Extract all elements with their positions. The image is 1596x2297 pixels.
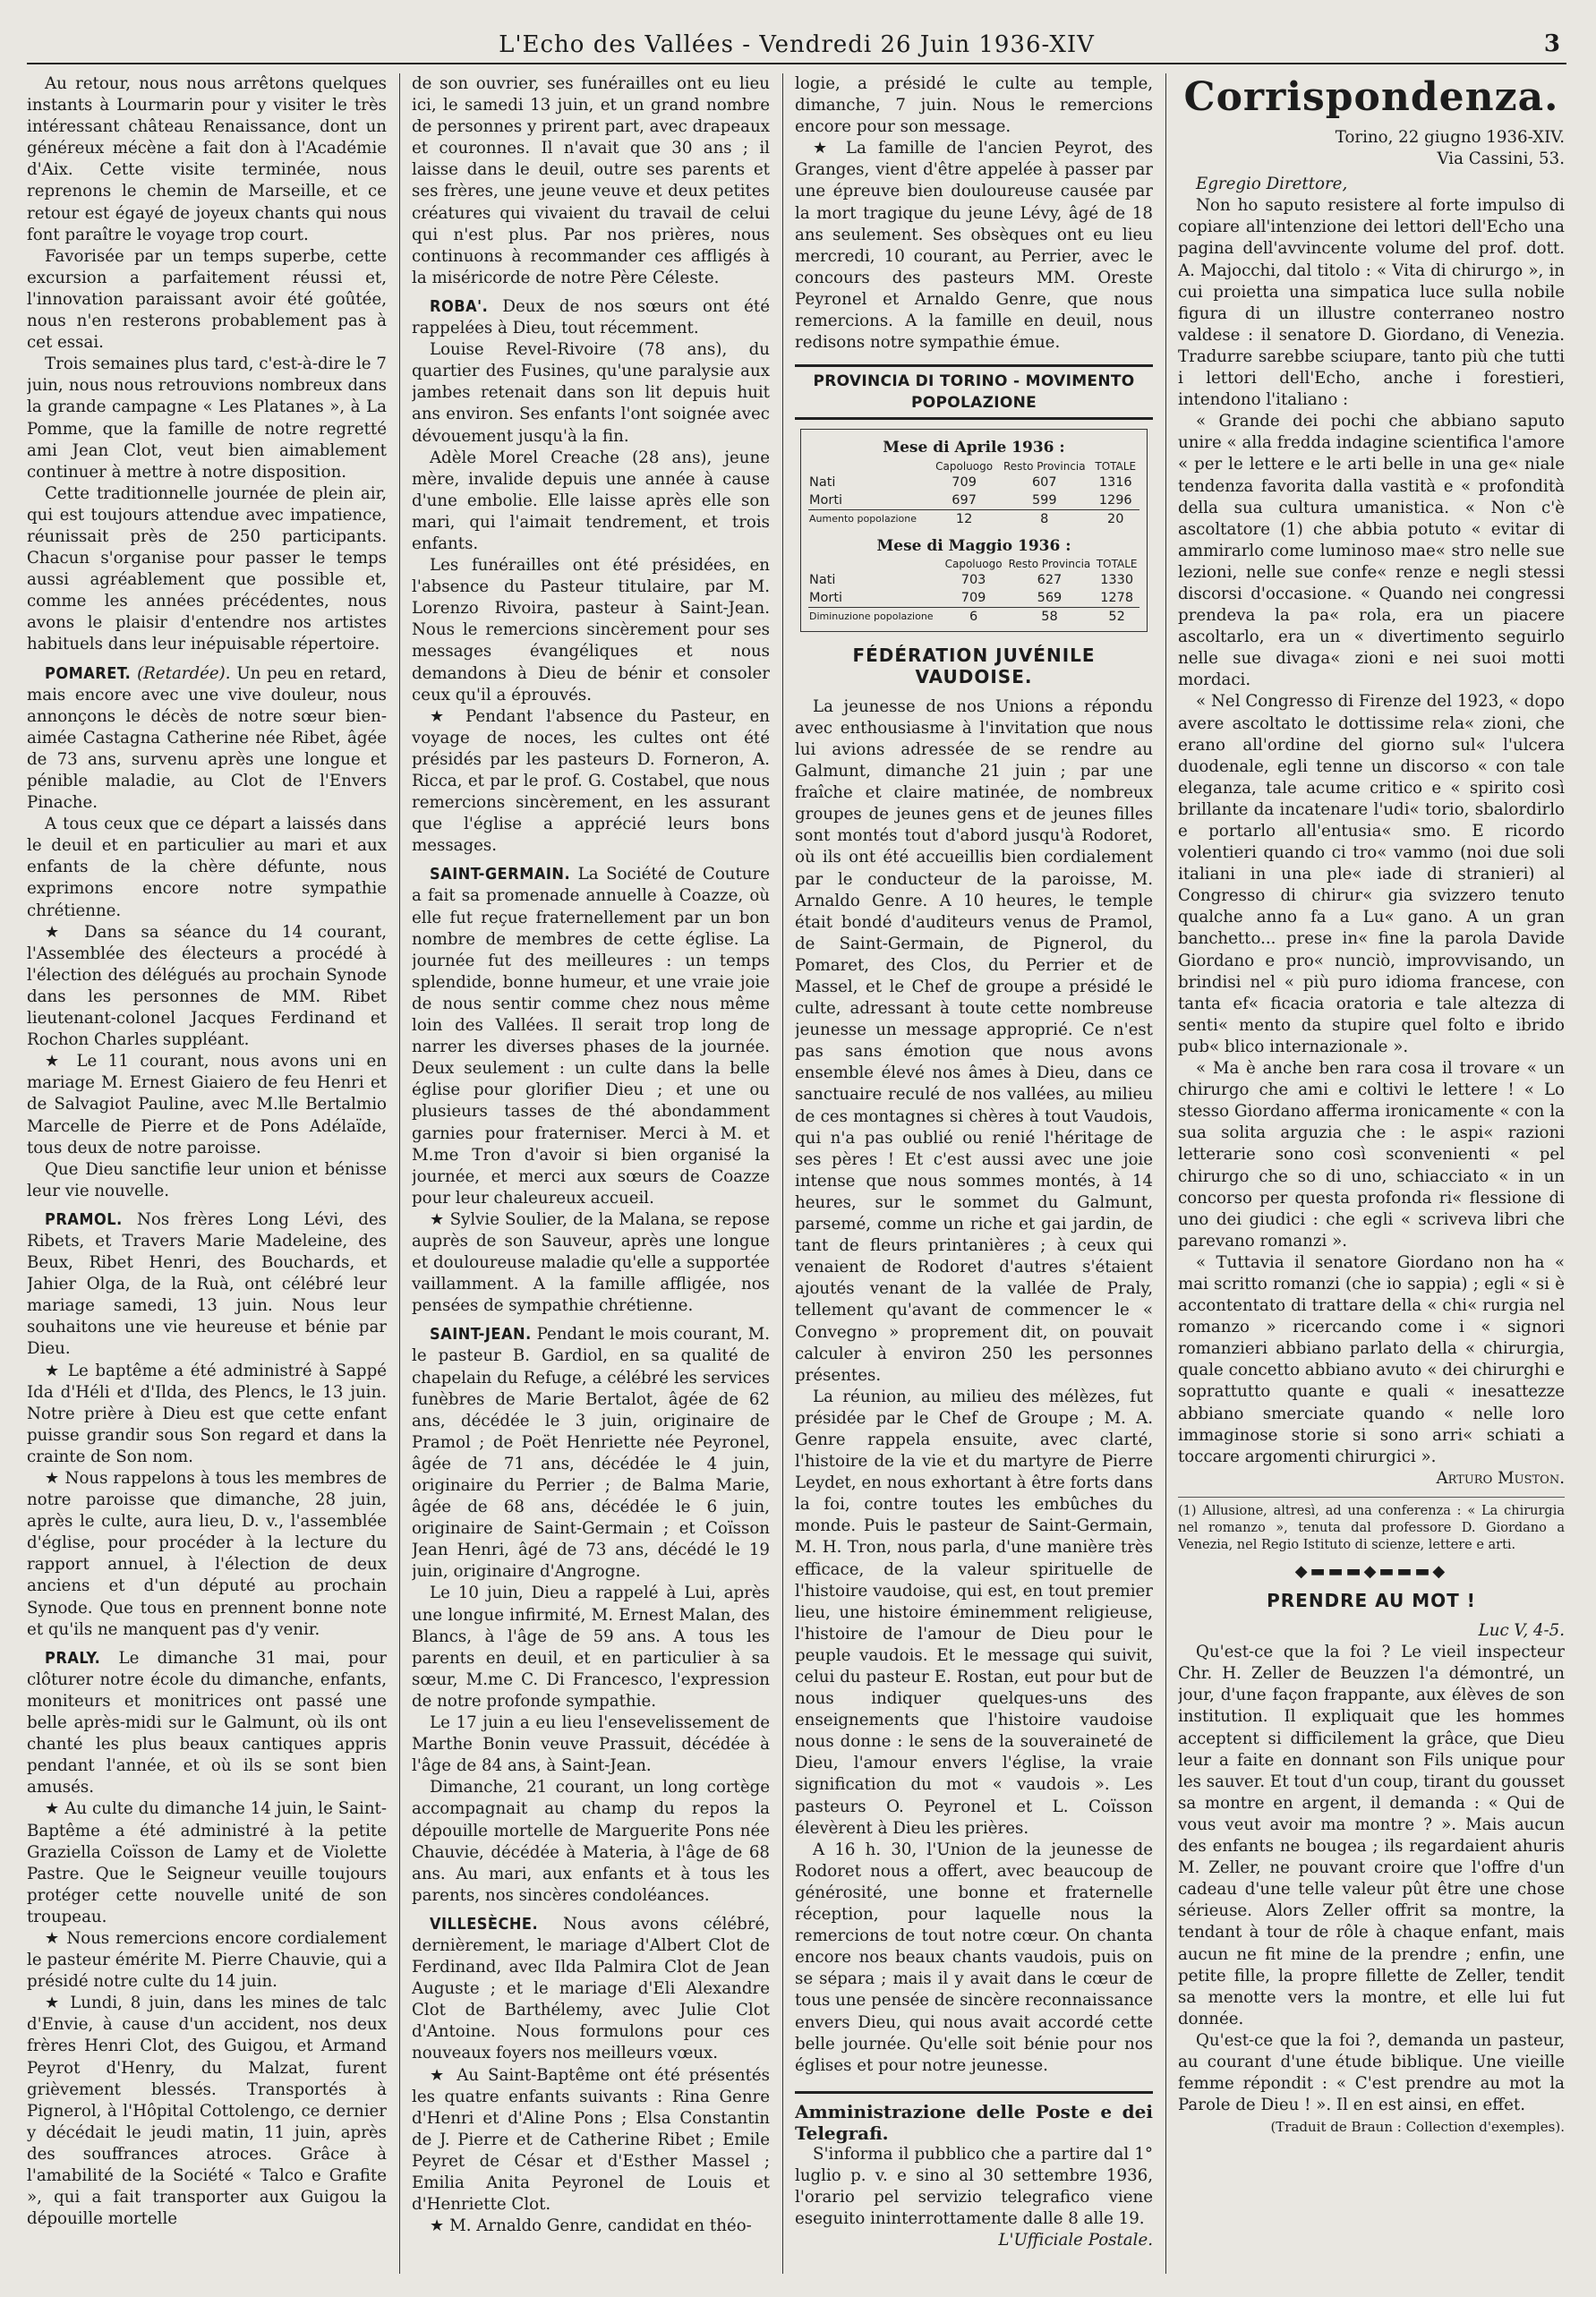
- letter-salutation: Egregio Direttore,: [1196, 175, 1348, 194]
- paragraph: ★ Le 11 courant, nous avons uni en mariage M. Ernest Giaiero de feu Henri et de Salvagiot Pauline, avec M.lle Bertalmio Marcelle de Pierre et de Pons Adélaïde, tous deux de notre paroisse.: [27, 1052, 387, 1157]
- paragraph: ★ Au culte du dimanche 14 juin, le Saint-Baptême a été administré à la petite Graziella Coïsson de Lamy et de Violette Pastre. Que le Seigneur veuille toujours protéger cette nouvelle unité de son troupeau.: [27, 1799, 387, 1926]
- stats-table-april: Capoluogo Resto Provincia TOTALE Nati 709 607 1316 Morti 697 599 1296 Aumento popolazione 12 8 20: [808, 459, 1139, 528]
- parish-paragraph: ROBA'. Deux de nos sœurs ont été rappelées à Dieu, tout récemment.: [412, 296, 770, 338]
- parish-paragraph: PRAMOL. Nos frères Long Lévi, des Ribets, et Travers Marie Madeleine, des Beux, Ribet Henri, des Bouchards, et Jahier Olga, de la Ruà, ont célébré leur mariage samedi, 13 juin. Nous leur souhaitons une vie heureuse et bénie par Dieu.: [27, 1209, 387, 1359]
- section-heading-praly: PRALY.: [45, 1648, 101, 1668]
- paragraph: ★ Nous remercions encore cordialement le pasteur émérite M. Pierre Chauvie, qui a présidé notre culte du 14 juin.: [27, 1928, 387, 1992]
- paragraph: de son ouvrier, ses funérailles ont eu lieu ici, le samedi 13 juin, et un grand nombre de personnes y prirent part, avec drapeaux et couronnes. Il n'avait que 30 ans ; il laisse dans le deuil, outre ses parents et ses frères, une jeune veuve et deux petites créatures qui vivaient du travail de celui qui n'est plus. Par nos prières, nous continuons à recommander ces affligés à la miséricorde de notre Père Céleste.: [412, 74, 770, 287]
- paragraph: ★ Dans sa séance du 14 courant, l'Assemblée des électeurs a procédé à l'élection des délégués au prochain Synode dans les personnes de MM. Ribet lieutenant-colonel Jacques Ferdinand et Rochon Charles suppléant.: [27, 922, 387, 1050]
- table-row: Morti 697 599 1296: [809, 492, 1132, 508]
- letter-signature: Arturo Muston.: [1436, 1468, 1565, 1488]
- paragraph: La réunion, au milieu des mélèzes, fut présidée par le Chef de Groupe ; M. A. Genre rappela ensuite, avec clarté, l'histoire de la vie et du martyre de Pierre Leydet, en nous exhortant à être forts dans la foi, contre toutes les embûches du monde. Puis le pasteur de Saint-Germain, M. H. Tron, nous parla, d'une manière très efficace, de la valeur spirituelle de l'histoire vaudoise, qui est, en tout premier lieu, une histoire éminemment religieuse, l'histoire de l'amour de Dieu pour le peuple vaudois. Et le message qui suivit, celui du pasteur E. Rostan, eut pour but de nous indiquer quelques-uns des enseignements que l'histoire vaudoise nous donne : le sens de la souveraineté de Dieu, l'amour envers l'église, la vraie signification du mot « vaudois ». Les pasteurs O. Peyronel et L. Coïsson élevèrent à Dieu les prières.: [795, 1387, 1153, 1838]
- page-number: 3: [1543, 30, 1561, 57]
- column-divider: [782, 73, 783, 2274]
- paragraph: ★ La famille de l'ancien Peyrot, des Granges, vient d'être appelée à passer par une épreuve bien douloureuse causée par la mort tragique du jeune Lévy, âgé de 18 ans seulement. Ses obsèques ont eu lieu mercredi, 10 courant, au Perrier, avec le concours des pasteurs MM. Oreste Peyronel et Arnaldo Genre, que nous remercions. A la famille en deuil, nous redisons notre sympathie émue.: [795, 139, 1153, 353]
- article-title-poste: Amministrazione delle Poste e dei Telegrafi.: [795, 2091, 1153, 2144]
- column-divider: [1165, 73, 1166, 2274]
- paragraph: Au retour, nous nous arrêtons quelques instants à Lourmarin pour y visiter le très intéressant château Renaissance, dont un généreux mécène a fait don à l'Académie d'Aix. Cette visite terminée, nous reprenons le chemin de Marseille, et ce retour est égayé de joyeux chants qui nous font paraître le voyage trop court.: [27, 74, 387, 244]
- paragraph: A tous ceux que ce départ a laissés dans le deuil et en particulier au mari et aux enfants de la chère défunte, nous exprimons encore notre sympathie chrétienne.: [27, 815, 387, 920]
- paragraph: Le 10 juin, Dieu a rappelé à Lui, après une longue infirmité, M. Ernest Malan, des Blancs, à l'âge de 59 ans. A tous les parents en deuil, et en particulier à sa sœur, M.me C. Di Francesco, l'expression de notre profonde sympathie.: [412, 1584, 770, 1711]
- table-row: Nati 709 607 1316: [809, 474, 1132, 490]
- footnote: (1) Allusione, altresì, ad una conferenza : « La chirurgia nel romanzo », tenuta dal professore D. Giordano a Venezia, nel Regio Istituto di scienze, lettere e arti.: [1178, 1497, 1565, 1554]
- paragraph: « Grande dei pochi che abbiano saputo unire « alla fredda indagine scientifica l'amore « per le lettere e le arti belle in una ge« niale tendenza favorita dalla vastità e « profondità della sua cultura umanistica. « Non c'è ascoltatore (1) che abbia potuto « evitar di ammirarlo come luminoso mae« stro nelle sue lezioni, nelle sue confe« renze e negli stessi discorsi d'occasione. « Quando nei congressi prendeva la pa« rola, era un piacere ascoltarlo, era un « divertimento seguirlo nelle sue divaga« zioni e nei suoi motti mordaci.: [1178, 412, 1565, 690]
- paragraph: Dimanche, 21 courant, un long cortège accompagnait au champ du repos la dépouille mortelle de Marguerite Pons née Chauvie, décédée à Materia, à l'âge de 68 ans. Au mari, aux enfants et à tous les parents, nos sincères condoléances.: [412, 1778, 770, 1905]
- table-row: Aumento popolazione 12 8 20: [808, 509, 1139, 528]
- column-2: [412, 73, 770, 2274]
- paragraph: Cette traditionnelle journée de plein air, qui est toujours attendue avec impatience, réunissait près de 250 participants. Chacun s'organise pour passer le temps aussi agréablement que possible et, comme les années précédentes, nous avons le plaisir d'entendre nos artistes habituels dans leur inépuisable répertoire.: [27, 483, 387, 654]
- letter-place: Torino, 22 giugno 1936-XIV.: [1335, 128, 1565, 147]
- paragraph: ★ Sylvie Soulier, de la Malana, se repose auprès de son Sauveur, après une longue et douloureuse maladie qu'elle a supportée vaillamment. A la famille affligée, nos pensées de sympathie chrétienne.: [412, 1209, 770, 1316]
- section-heading-pramol: PRAMOL.: [45, 1209, 123, 1229]
- column-4: [1178, 73, 1565, 2274]
- paragraph: A 16 h. 30, l'Union de la jeunesse de Rodoret nous a offert, avec beaucoup de générosité, une bonne et fraternelle réception, pour laquelle nous la remercions de tout notre cœur. On chanta encore nos beaux chants vaudois, puis on se sépara ; mais il y avait dans le cœur de tous une pensée de sincère reconnaissance envers Dieu, qui nous avait accordé cette belle journée. Qu'elle soit bénie pour nos églises et pour notre jeunesse.: [795, 1840, 1153, 2075]
- parish-paragraph: SAINT-JEAN. Pendant le mois courant, M. le pasteur B. Gardiol, en sa qualité de chapelain du Refuge, a célébré les services funèbres de Marie Bertalot, âgée de 62 ans, décédée le 3 juin, originaire de Pramol ; de Poët Henriette née Peyronel, âgée de 71 ans, décédée le 4 juin, originaire du Perrier ; de Balma Marie, âgée de 68 ans, décédée le 6 juin, originaire de Saint-Germain ; et Coïsson Jean Henri, âgé de 73 ans, décédé le 19 juin, originaire d'Angrogne.: [412, 1325, 770, 1582]
- table-row: Diminuzione popolazione 6 58 52: [808, 607, 1139, 626]
- paragraph: ★ Lundi, 8 juin, dans les mines de talc d'Envie, à cause d'un accident, nos deux frères Henri Clot, des Guigou, et Armand Peyrot d'Henry, du Malzat, furent grièvement blessés. Transportés à Pignerol, à l'Hôpital Cottolengo, ce dernier y décédait le jeudi matin, 11 juin, après des souffrances atroces. Grâce à l'amabilité de la Société « Talco e Grafite », qui a fait transporter aux Guigou la dépouille mortelle: [27, 1994, 387, 2229]
- stats-title: PROVINCIA DI TORINO - MOVIMENTO POPOLAZIONE: [795, 364, 1153, 420]
- paragraph: Les funérailles ont été présidées, en l'absence du Pasteur titulaire, par M. Lorenzo Rivoira, pasteur à Saint-Jean. Nous le remercions sincèrement pour ses messages évangéliques et nous demandons à Dieu de bénir et consoler ceux qu'il a éprouvés.: [412, 556, 770, 704]
- paragraph: Le 17 juin a eu lieu l'ensevelissement de Marthe Bonin veuve Prassuit, décédée à l'âge de 84 ans, à Saint-Jean.: [412, 1713, 770, 1776]
- article-title-corrispondenza: Corrispondenza.: [1183, 74, 1559, 120]
- page-header: [27, 27, 1566, 64]
- paragraph: S'informa il pubblico che a partire dal 1° luglio p. v. e sino al 30 settembre 1936, l'orario pel servizio telegrafico viene eseguito ininterrottamente dalle 8 alle 19.: [795, 2144, 1153, 2229]
- column-1: [27, 73, 387, 2274]
- bible-reference: Luc V, 4-5.: [1478, 1621, 1565, 1641]
- columns: [27, 73, 1566, 2274]
- paragraph: Que Dieu sanctifie leur union et bénisse leur vie nouvelle.: [27, 1159, 387, 1200]
- paragraph: Favorisée par un temps superbe, cette excursion a parfaitement réussi et, l'innovation paraissant avoir été goûtée, nous n'en resterons probablement pas à cet essai.: [27, 246, 387, 353]
- paragraph: Louise Revel-Rivoire (78 ans), du quartier des Fusines, qu'une paralysie aux jambes retenait dans son lit depuis huit ans environ. Ses enfants l'ont soignée avec dévouement jusqu'à la fin.: [412, 340, 770, 446]
- parish-paragraph: SAINT-GERMAIN. La Société de Couture a fait sa promenade annuelle à Coazze, où elle fut reçue fraternellement par un bon nombre de membres de cette église. La journée fut des meilleures : un temps splendide, bonne humeur, et une vraie joie de nous sentir comme chez nous même loin des Vallées. Il serait trop long de narrer les diverses phases de la journée. Deux seulement : un culte dans la belle église pour glorifier Dieu ; et une ou plusieurs tasses de thé abondamment garnies pour fraterniser. Merci à M. et M.me Tron d'avoir si bien organisé la journée, et merci aux sœurs de Coazze pour leur chaleureux accueil.: [412, 865, 770, 1208]
- paragraph: « Tuttavia il senatore Giordano non ha « mai scritto romanzi (che io sappia) ; egli « si è accontentato di trattare della « chi« rurgia nel romanzo » ricercando come i « signori romanzieri abbiano parlato della « chirurgia, quale concetto abbiano avuto « dei chirurghi e soprattutto quante e quali « inesattezze abbiano smerciate quando « nelle loro immaginose storie si sono arri« schiati a toccare argomenti chirurgici ».: [1178, 1252, 1565, 1466]
- column-3: [795, 73, 1153, 2274]
- article-title-federation: FÉDÉRATION JUVÉNILE VAUDOISE.: [852, 644, 1096, 687]
- stats-heading-may: Mese di Maggio 1936 :: [876, 536, 1071, 555]
- section-heading-roba: ROBA'.: [430, 296, 489, 316]
- section-heading-saint-germain: SAINT-GERMAIN.: [430, 865, 571, 884]
- stats-table-may: Capoluogo Resto Provincia TOTALE Nati 703 627 1330 Morti 709 569 1278 Diminuzione popolazione 6 58 52: [808, 557, 1139, 626]
- paragraph: ★ Pendant l'absence du Pasteur, en voyage de noces, les cultes ont été présidés par les pasteurs D. Forneron, A. Ricca, et par le prof. G. Costabel, que nous remercions sincèrement, en les assurant que l'église a apprécié leurs bons messages.: [412, 706, 770, 856]
- section-heading-saint-jean: SAINT-JEAN.: [430, 1325, 532, 1345]
- paragraph: Qu'est-ce que la foi ?, demanda un pasteur, au courant d'une étude biblique. Une vieille femme répondit : « C'est prendre au mot la Parole de Dieu ! ». Il en est ainsi, en effet.: [1178, 2030, 1565, 2115]
- paragraph: ★ Au Saint-Baptême ont été présentés les quatre enfants suivants : Rina Genre d'Henri et d'Aline Pons ; Elsa Constantin de J. Pierre et de Catherine Ribet ; Emile Peyret de César et d'Esther Massel ; Emilia Anita Peyronel de Louis et d'Henriette Clot.: [412, 2065, 770, 2215]
- paragraph: Adèle Morel Creache (28 ans), jeune mère, invalide depuis une année à cause d'une embolie. Elle laisse après elle son mari, qui l'aimait tendrement, et trois enfants.: [412, 448, 770, 553]
- paragraph: Non ho saputo resistere al forte impulso di copiare all'intenzione dei lettori dell'Echo una pagina dell'avvincente volume del prof. dott. A. Majocchi, dal titolo : « Vita di chirurgo », in cui proietta una simpatica luce sulla nobile figura di un illustre conterraneo nostro valdese : il senatore D. Giordano, di Venezia. Tradurre sarebbe sciupare, tanto più che tutti i lettori dell'Echo, anche i forestieri, intendono l'italiano :: [1178, 196, 1565, 410]
- signature: L'Ufficiale Postale.: [998, 2231, 1153, 2250]
- stats-heading-april: Mese di Aprile 1936 :: [883, 439, 1065, 457]
- table-row: Morti 709 569 1278: [809, 590, 1134, 605]
- table-row: Nati 703 627 1330: [809, 572, 1134, 587]
- section-heading-pomaret: POMARET.: [45, 663, 132, 683]
- paragraph: « Nel Congresso di Firenze del 1923, « dopo avere ascoltato le dottissime rela« zioni, che erano all'ordine del giorno sul« l'ulcera duodenale, egli tenne un discorso « con tale eleganza, tale acume critico e « spirito così brillante da incatenare l'udi« torio, sbalordirlo e portarlo all'entusia« smo. E ricordo volentieri quando ci tro« vammo (noi due soli italiani in una ple« iade di stranieri) al Congresso di chirur« gia svizzero tenuto qualche anno fa a Lu« gano. A un gran banchetto... prese in« fine la parola Davide Giordano e pro« nunciò, improvvisando, un brindisi nel « più puro idioma francese, con tanta ef« ficacia oratoria e tale altezza di senti« mento da stupire quel folto e ibrido pub« blico internazionale ».: [1178, 692, 1565, 1056]
- population-stats-table: [800, 429, 1148, 631]
- section-heading-villeseche: VILLESÈCHE.: [430, 1914, 539, 1934]
- paragraph: « Ma è anche ben rara cosa il trovare « un chirurgo che ami e coltivi le lettere ! « Lo stesso Giordano afferma ironicamente « con la sua solita arguzia che : le aspi« razioni letterarie sono così sconvenienti « pel chirurgo che so di uno, schiacciato « in un concorso per questa profonda ri« flessione di uno dei giudici : che egli « scriveva libri che parevano romanzi ».: [1178, 1059, 1565, 1251]
- paragraph: logie, a présidé le culte au temple, dimanche, 7 juin. Nous le remercions encore pour son message.: [795, 74, 1153, 137]
- parish-paragraph: POMARET. (Retardée). Un peu en retard, mais encore avec une vive douleur, nous annonçons le décès de notre sœur bien-aimée Castagna Catherine née Ribet, âgée de 73 ans, survenu après une longue et pénible maladie, au Clot de l'Envers Pinache.: [27, 663, 387, 813]
- article-title-prendre-au-mot: PRENDRE AU MOT !: [1267, 1590, 1476, 1611]
- paragraph: La jeunesse de nos Unions a répondu avec enthousiasme à l'invitation que nous lui avions adressée de se rendre au Galmunt, dimanche 21 juin ; par une fraîche et claire matinée, de nombreux groupes de jeunes gens et de jeunes filles sont montés tout d'abord jusqu'à Rodoret, où ils ont été accueillis bien cordialement par le conducteur de la paroisse, M. Arnaldo Genre. A 10 heures, le temple était bondé d'auditeurs venus de Pramol, de Saint-Germain, de Pignerol, du Pomaret, des Clos, du Perrier et de Massel, et le Chef de groupe a présidé le culte, adressant à toute cette nombreuse jeunesse un message approprié. Ce n'est pas sans émotion que nous avons ensemble élevé nos âmes à Dieu, dans ce sanctuaire reculé de nos vallées, au milieu de ces montagnes si chères à tout Vaudois, qui n'a pas oublié ou renié l'héritage de ses pères ! Et c'est aussi avec une joie intense que nous sommes montés, à 14 heures, sur le sommet du Galmunt, parsemé, comme un riche et gai jardin, de tant de fleurs printanières ; à ceux qui venaient de Rodoret d'autres s'étaient ajoutés venant de la vallée de Praly, tellement qu'avant de commencer le « Convegno » proprement dit, on pouvait calculer à environ 250 les personnes présentes.: [795, 696, 1153, 1385]
- paragraph: Trois semaines plus tard, c'est-à-dire le 7 juin, nous nous retrouvions nombreux dans la grande campagne « Les Platanes », à La Pomme, que la famille de notre regretté ami Jean Clot, veut bien aimablement continuer à mettre à notre disposition.: [27, 354, 387, 482]
- page-header-title: L'Echo des Vallées - Vendredi 26 Juin 1936-XIV: [499, 31, 1095, 58]
- paragraph: ★ M. Arnaldo Genre, candidat en théo-: [430, 2216, 752, 2236]
- letter-address: Via Cassini, 53.: [1437, 149, 1565, 169]
- parish-paragraph: VILLESÈCHE. Nous avons célébré, dernièrement, le mariage d'Albert Clot de Ferdinand, avec Ilda Palmira Clot de Jean Auguste ; et le mariage d'Eli Alexandre Clot de Barthélemy, avec Julie Clot d'Antoine. Nous formulons pour ces nouveaux foyers nos meilleurs vœux.: [412, 1914, 770, 2063]
- section-subheading: (Retardée).: [137, 663, 231, 683]
- source-credit: (Traduit de Braun : Collection d'exemples).: [1270, 2119, 1565, 2136]
- ornament-divider: ◆▬▬▬◆▬▬▬◆: [1294, 1561, 1448, 1581]
- paragraph: ★ Le baptême a été administré à Sappé Ida d'Héli et d'Ilda, des Plencs, le 13 juin. Notre prière à Dieu est que cette enfant puisse grandir sous Son regard et dans la crainte de Son nom.: [27, 1361, 387, 1466]
- newspaper-page: [27, 27, 1566, 2274]
- column-divider: [399, 73, 400, 2274]
- paragraph: Qu'est-ce que la foi ? Le vieil inspecteur Chr. H. Zeller de Beuzzen l'a démontré, un jour, d'une façon frappante, aux élèves de son institution. Il expliquait que les hommes acceptent si difficilement la grâce, que Dieu leur a faite en donnant son Fils unique pour les sauver. Et tout d'un coup, tirant du gousset sa montre en argent, il demanda : « Qui de vous veut avoir ma montre ? ». Mais aucun des enfants ne bougea ; ils regardaient ahuris M. Zeller, ne pouvant croire que l'offre d'un cadeau d'une telle valeur pût être une chose sérieuse. Alors Zeller offrit sa montre, la tendant à tour de rôle à chaque enfant, mais aucun ne fit mine de la prendre ; enfin, une petite fille, la propre fillette de Zeller, tendit sa menotte vers la montre, et elle lui fut donnée.: [1178, 1643, 1565, 2028]
- parish-paragraph: PRALY. Le dimanche 31 mai, pour clôturer notre école du dimanche, enfants, moniteurs et monitrices ont passé une belle après-midi sur le Galmunt, où ils ont chanté les plus beaux cantiques appris pendant l'année, et où ils se sont bien amusés.: [27, 1648, 387, 1797]
- paragraph: ★ Nous rappelons à tous les membres de notre paroisse que dimanche, 28 juin, après le culte, aura lieu, D. v., l'assemblée d'église, pour procéder à la lecture du rapport annuel, à l'élection de deux anciens et d'un député au prochain Synode. Que tous en prennent bonne note et qu'ils ne manquent pas d'y venir.: [27, 1469, 387, 1639]
